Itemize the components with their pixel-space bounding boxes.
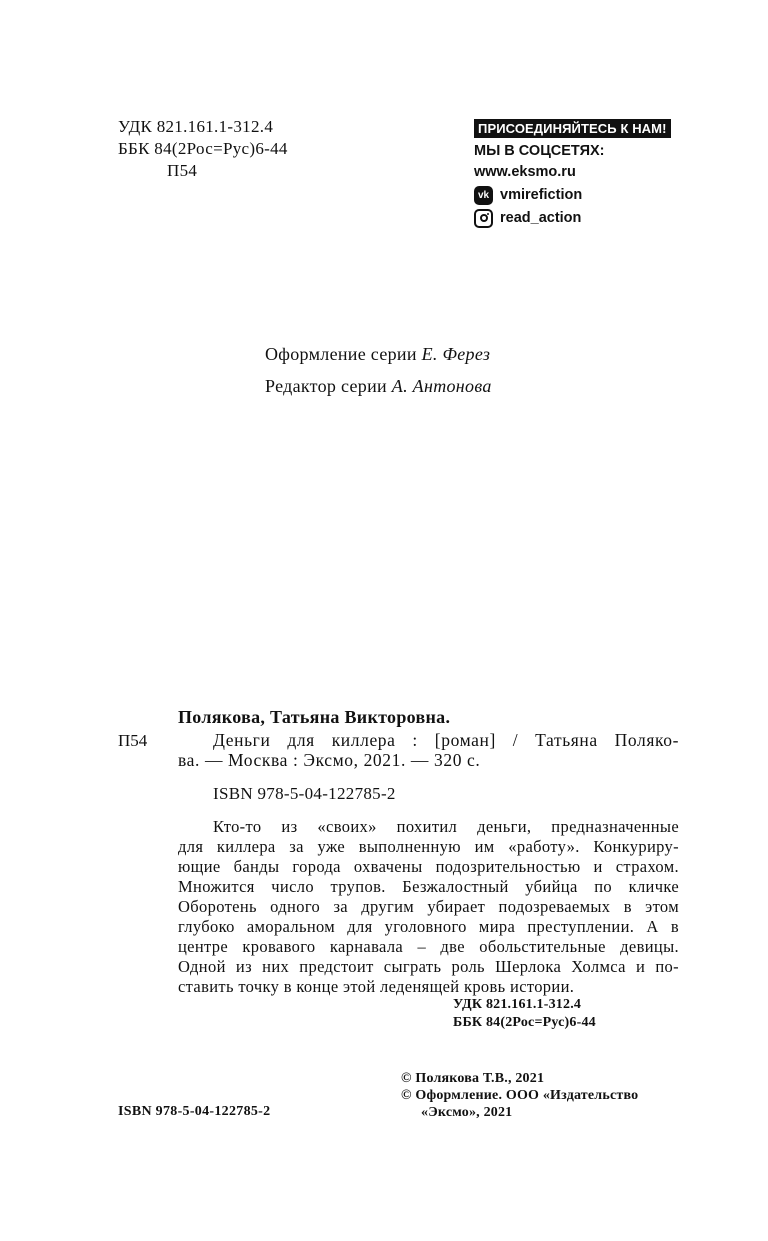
copyright-publisher: «Эксмо», 2021 [421,1105,513,1120]
catalog-title-line-2: ва. — Москва : Эксмо, 2021. — 320 с. [178,750,481,770]
series-editor-line: Редактор серии А. Антонова [265,376,492,396]
udk-code: УДК 821.161.1-312.4 [118,117,274,136]
series-designer: Е. Ферез [421,344,491,364]
social-label: МЫ В СОЦСЕТЯХ: [474,143,605,159]
bbk-code: ББК 84(2Рос=Рус)6-44 [118,139,288,158]
copyright-design: © Оформление. ООО «Издательство [401,1088,639,1103]
annotation-line: Множится число трупов. Безжалостный убийца по кличке [178,877,679,896]
vk-handle: vmirefiction [500,187,583,203]
annotation-line: ющие банды города охвачены подозрительностью и страхом. [178,857,679,876]
instagram-icon [474,209,493,228]
annotation-line: глубоко аморальном для уголовного мира преступлении. А в [178,917,679,936]
catalog-author: Полякова, Татьяна Викторовна. [178,707,451,727]
vk-row[interactable] [474,185,671,205]
annotation-line: центре кровавого карнавала – две обольстительные девицы. [178,937,679,956]
annotation-line: ставить точку в конце этой леденящей кровь истории. [178,977,575,996]
social-block [474,119,671,228]
series-editor: А. Антонова [391,376,492,396]
catalog-code: П54 [118,731,148,750]
footer-bbk: ББК 84(2Рос=Рус)6-44 [453,1015,596,1030]
credits-block [265,344,492,408]
annotation-line: Кто-то из «своих» похитил деньги, предназначенные [213,817,679,836]
annotation-line: Одной из них предстоит сыграть роль Шерлока Холмса и по- [178,957,679,976]
catalog-title-line-1: Деньги для киллера : [роман] / Татьяна Поляко- [213,730,679,750]
instagram-handle: read_action [500,210,582,226]
annotation [178,817,679,997]
annotation-line: для киллера за уже выполненную им «работу». Конкуриру- [178,837,679,856]
footer-isbn: ISBN 978-5-04-122785-2 [118,1104,271,1119]
instagram-row[interactable] [474,208,671,228]
website-link[interactable]: www.eksmo.ru [474,164,576,180]
series-design-line: Оформление серии Е. Ферез [265,344,491,364]
join-banner: ПРИСОЕДИНЯЙТЕСЬ К НАМ! [474,119,671,138]
copyright-author: © Полякова Т.В., 2021 [401,1071,545,1086]
annotation-line: Оборотень одного за другим убирает подозреваемых в этом [178,897,679,916]
vk-icon: vk [474,186,493,205]
author-mark: П54 [167,161,198,180]
footer-udk: УДК 821.161.1-312.4 [453,997,582,1012]
footer-classification [453,996,596,1032]
classification-block [118,116,288,182]
copyright-block [401,1070,638,1121]
catalog-isbn: ISBN 978-5-04-122785-2 [213,784,396,803]
